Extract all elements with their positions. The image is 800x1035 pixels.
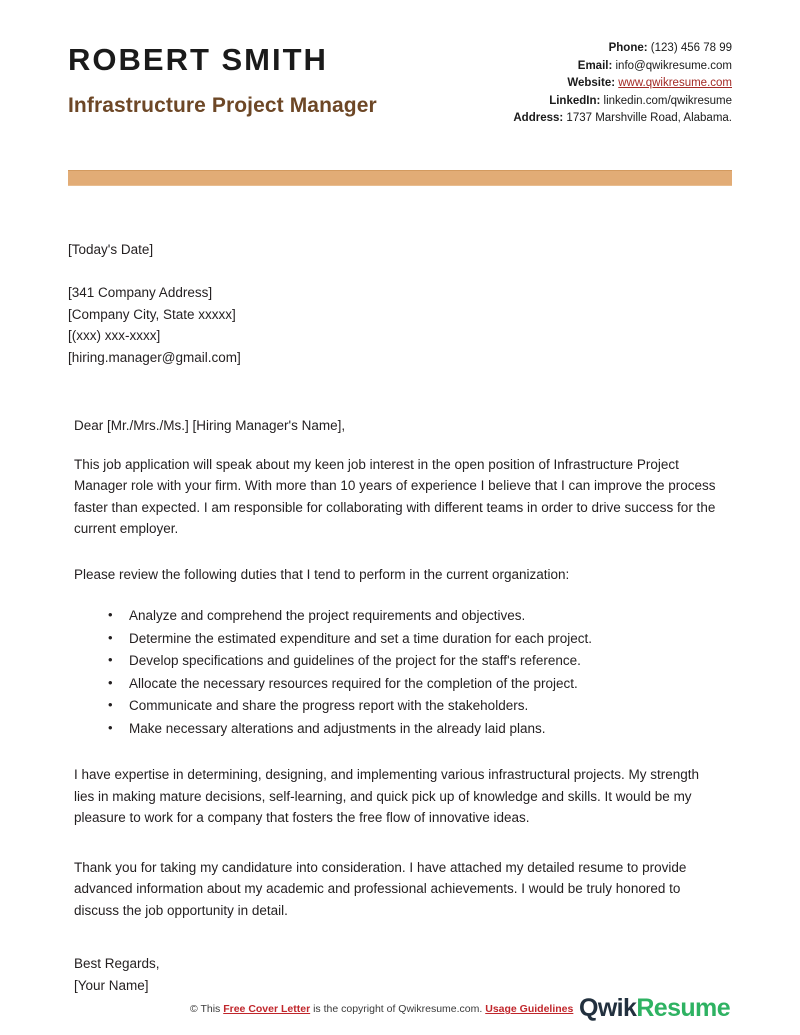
list-item: • Develop specifications and guidelines of the project for the staff's reference.	[74, 650, 732, 672]
recipient-line: [hiring.manager@gmail.com]	[68, 349, 241, 365]
duties-list	[68, 605, 732, 739]
contact-row-address	[513, 110, 732, 128]
letter-body	[0, 239, 800, 997]
signature-line: [Your Name]	[74, 977, 149, 993]
copyright-middle: is the copyright of Qwikresume.com.	[310, 1003, 486, 1015]
logo-text-resume: Resume	[636, 994, 730, 1022]
copyright-notice	[68, 1003, 573, 1021]
job-title: Infrastructure Project Manager	[68, 93, 377, 117]
email-label: Email:	[577, 59, 613, 72]
recipient-line: [Company City, State xxxxx]	[68, 306, 236, 322]
identity-block	[68, 34, 377, 118]
closing-line: Best Regards,	[74, 956, 160, 971]
body-paragraph-2: I have expertise in determining, designing, and implementing various infrastructural projects. My strength lies in making mature decisions, self-learning, and quick pick up of knowledge and skills. It would be my pleasure to work for a company that fosters the free flow of innovative ideas.	[74, 767, 700, 825]
candidate-name: ROBERT SMITH	[68, 42, 328, 77]
contact-row-email	[513, 58, 732, 76]
address-value: 1737 Marshville Road, Alabama.	[566, 112, 732, 124]
divider-bar	[68, 170, 732, 186]
document-header	[0, 0, 800, 128]
list-item: • Analyze and comprehend the project requirements and objectives.	[74, 605, 732, 627]
contact-row-phone	[513, 40, 732, 58]
contact-row-linkedin	[513, 93, 732, 111]
phone-label: Phone:	[608, 42, 648, 54]
website-link[interactable]: www.qwikresume.com	[618, 77, 732, 89]
contact-row-website	[513, 75, 732, 93]
list-item: • Allocate the necessary resources required for the completion of the project.	[74, 673, 732, 695]
recipient-line: [(xxx) xxx-xxxx]	[68, 328, 161, 343]
website-label: Website:	[567, 77, 616, 89]
duties-intro: Please review the following duties that I tend to perform in the current organization:	[74, 566, 570, 582]
signoff-block	[68, 953, 732, 996]
copyright-prefix: © This	[190, 1003, 224, 1015]
linkedin-label: LinkedIn:	[549, 94, 601, 107]
qwikresume-logo	[579, 996, 732, 1021]
salutation: Dear [Mr./Mrs./Ms.] [Hiring Manager's Name],	[74, 418, 346, 433]
linkedin-value: linkedin.com/qwikresume	[603, 94, 732, 107]
free-cover-letter-link[interactable]: Free Cover Letter	[223, 1003, 311, 1015]
list-item: • Make necessary alterations and adjustments in the already laid plans.	[74, 718, 732, 740]
recipient-block	[68, 282, 732, 368]
contact-details	[513, 34, 732, 128]
logo-text-qwik: Qwik	[578, 994, 637, 1022]
body-paragraph-1: This job application will speak about my keen job interest in the open position of Infrastructure Project Manager role with your firm. With more than 10 years of experience I believe that I can improve the process faster than expected. I am responsible for collaborating with different teams in order to drive success for the current employer.	[74, 456, 716, 536]
document-footer	[0, 996, 800, 1021]
usage-guidelines-link[interactable]: Usage Guidelines	[485, 1003, 574, 1015]
body-paragraph-3: Thank you for taking my candidature into consideration. I have attached my detailed resume to provide advanced information about my academic and professional achievements. I would be truly honored to discuss the job opportunity in detail.	[74, 859, 687, 918]
phone-value: (123) 456 78 99	[650, 42, 732, 54]
letter-date: [Today's Date]	[68, 241, 154, 257]
list-item: • Communicate and share the progress report with the stakeholders.	[74, 695, 732, 717]
email-value: info@qwikresume.com	[615, 59, 732, 72]
list-item: • Determine the estimated expenditure and set a time duration for each project.	[74, 628, 732, 650]
address-label: Address:	[513, 112, 564, 124]
divider-bar-wrapper	[0, 170, 800, 186]
recipient-line: [341 Company Address]	[68, 285, 213, 300]
